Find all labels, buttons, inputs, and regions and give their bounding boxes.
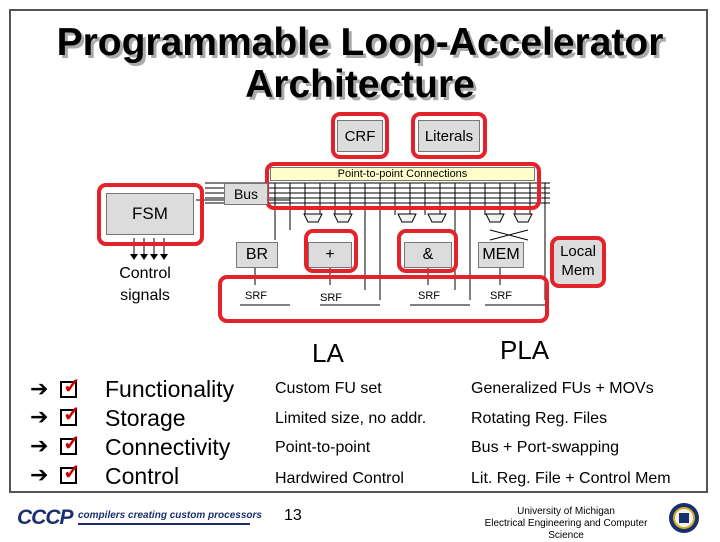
university-seal-icon	[668, 502, 700, 534]
la-value: Custom FU set	[275, 380, 382, 397]
bus-label: Bus	[233, 186, 259, 202]
p2p-label: Point-to-point Connections	[337, 168, 468, 180]
srf-mem: SRF	[490, 290, 512, 302]
feature-label: Storage	[105, 405, 186, 431]
literals-highlight	[411, 112, 487, 159]
pla-value: Generalized FUs + MOVs	[471, 380, 654, 397]
control-signals-label	[104, 263, 186, 307]
srf-and: SRF	[418, 290, 440, 302]
and-label: &	[422, 246, 434, 263]
and-highlight	[397, 229, 458, 273]
tagline-underline	[78, 523, 250, 525]
la-value: Point-to-point	[275, 439, 371, 456]
literals-label: Literals	[424, 127, 474, 145]
department-name: Electrical Engineering and Computer Science	[484, 518, 648, 541]
p2p-highlight	[265, 162, 541, 210]
logo-tagline: compilers creating custom processors	[78, 510, 262, 521]
crf-label: CRF	[344, 127, 376, 145]
srf-highlight	[218, 275, 549, 323]
la-header: LA	[312, 338, 344, 368]
signals-label: signals	[120, 287, 170, 304]
checkbox-checked-icon: ✓	[60, 409, 77, 426]
arrow-right-icon: ➔	[30, 433, 49, 458]
la-value: Hardwired Control	[275, 470, 404, 487]
feature-label: Functionality	[105, 376, 235, 402]
pla-value: Bus + Port-swapping	[471, 439, 620, 456]
arrow-right-icon: ➔	[30, 404, 49, 429]
add-label: +	[325, 246, 335, 263]
title-line-1: Programmable Loop-Accelerator	[56, 21, 664, 64]
pla-value: Lit. Reg. File + Control Mem	[471, 470, 671, 487]
crf-highlight	[331, 112, 389, 159]
add-highlight	[304, 229, 358, 273]
br-label: BR	[245, 246, 269, 263]
page-number: 13	[284, 507, 302, 524]
university-name: University of Michigan	[517, 506, 615, 517]
cccp-logo: CCCP	[17, 506, 73, 529]
arrow-right-icon: ➔	[30, 462, 49, 487]
checkbox-checked-icon: ✓	[60, 381, 77, 398]
mem-label: MEM	[482, 246, 520, 263]
control-label: Control	[119, 265, 171, 282]
checkbox-checked-icon: ✓	[60, 467, 77, 484]
srf-add: SRF	[320, 292, 342, 304]
local-mem-box	[550, 236, 606, 288]
fsm-label: FSM	[132, 204, 168, 223]
srf-br: SRF	[245, 290, 267, 302]
pla-value: Rotating Reg. Files	[471, 410, 608, 427]
feature-label: Control	[105, 463, 180, 489]
local-label: Local	[560, 243, 596, 260]
fsm-highlight	[97, 183, 204, 246]
br-unit	[236, 242, 278, 268]
bus-box	[224, 183, 268, 205]
arrow-right-icon: ➔	[30, 376, 49, 401]
mem-unit	[478, 242, 524, 268]
checkbox-checked-icon: ✓	[60, 438, 77, 455]
mem-label-2: Mem	[561, 262, 595, 279]
feature-label: Connectivity	[105, 434, 231, 460]
title-line-2: Architecture	[245, 63, 475, 106]
la-value: Limited size, no addr.	[275, 410, 427, 427]
university-credit	[468, 506, 664, 542]
pla-header: PLA	[500, 335, 550, 365]
